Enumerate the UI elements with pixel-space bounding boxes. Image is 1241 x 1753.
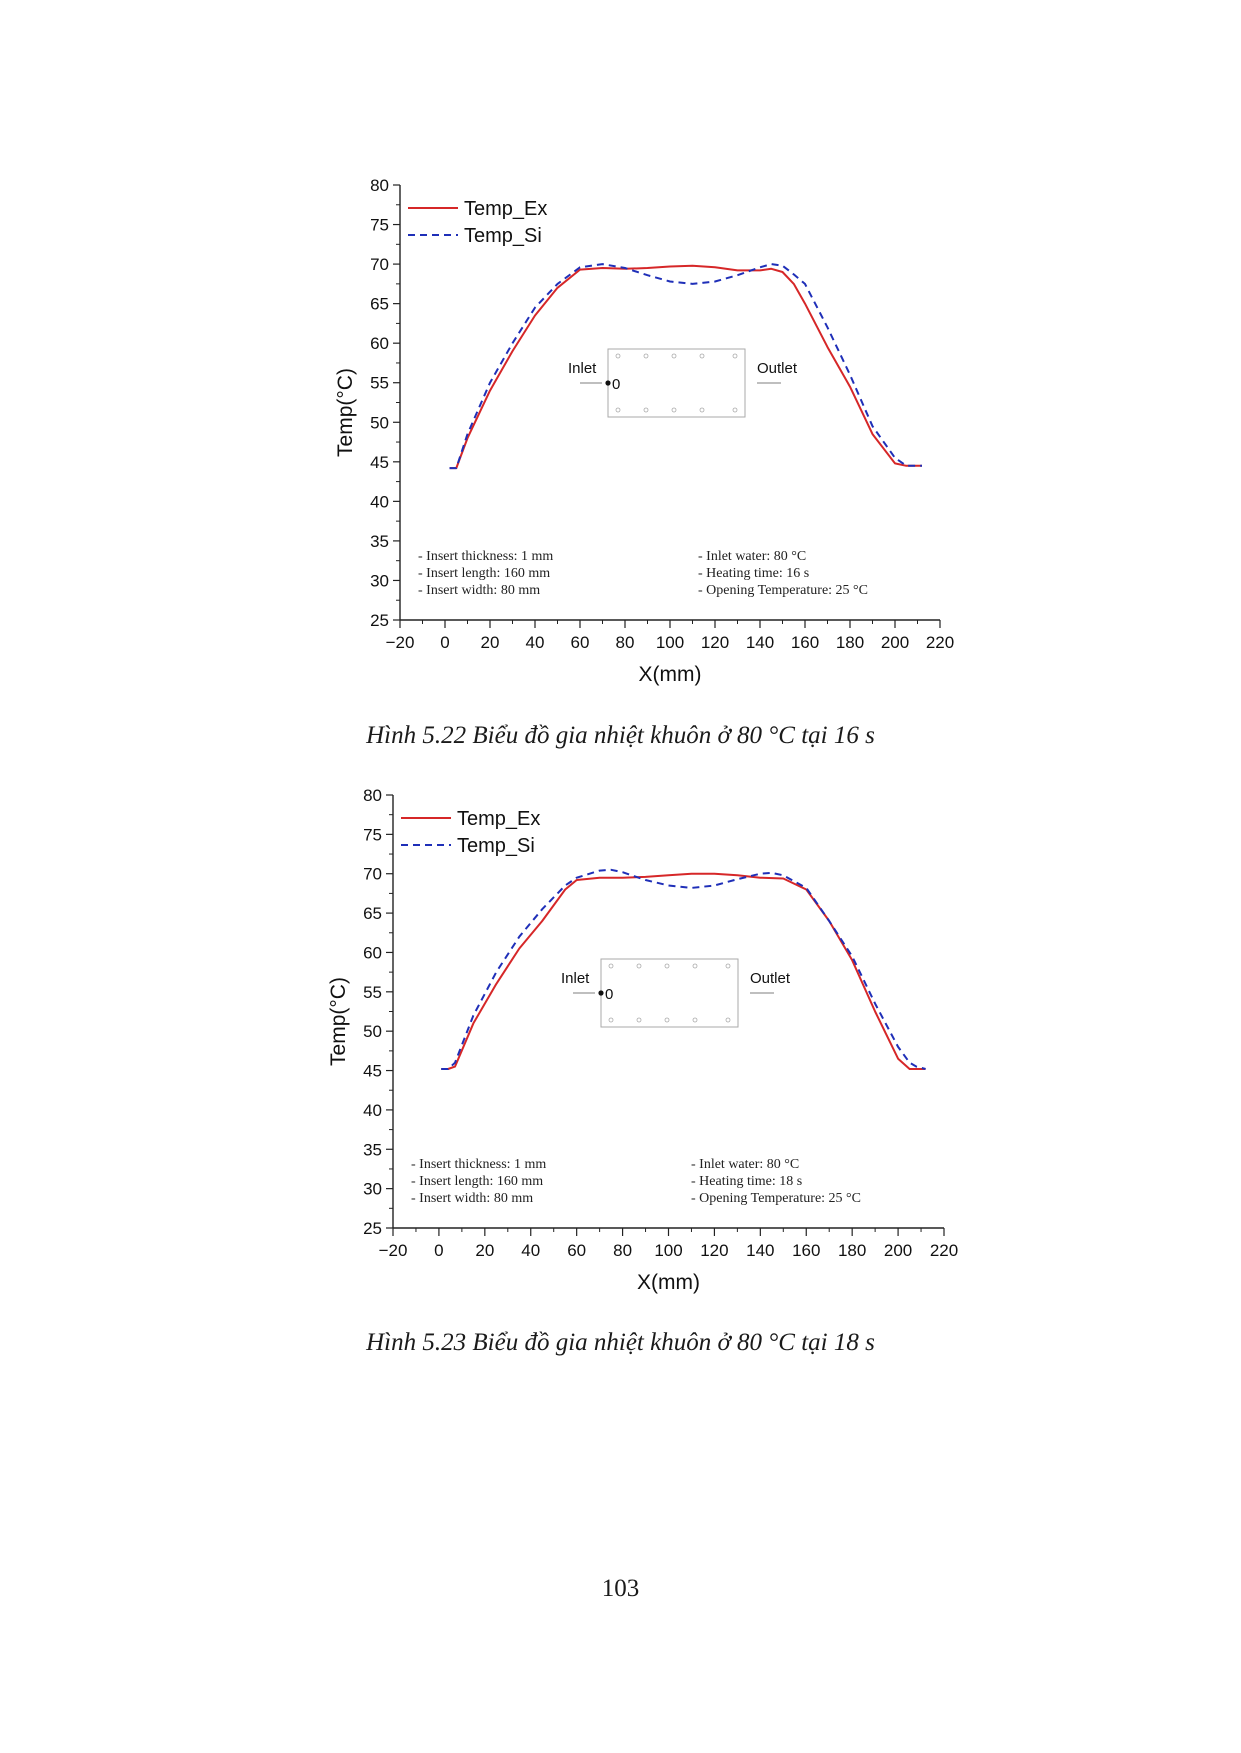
inset-inlet-label: Inlet (561, 970, 590, 987)
y-tick-label: 80 (363, 786, 382, 805)
note-right: - Opening Temperature: 25 °C (698, 583, 868, 598)
y-tick-label: 30 (363, 1179, 382, 1199)
x-tick-label: 60 (570, 633, 590, 652)
inset-origin-label: 0 (605, 986, 614, 1003)
x-tick-label: −20 (378, 1241, 408, 1260)
inset-origin-label: 0 (612, 376, 621, 393)
x-tick-label: 160 (792, 1241, 821, 1260)
y-tick-label: 80 (370, 176, 389, 195)
y-axis-label: Temp(°C) (327, 977, 350, 1066)
y-tick-label: 25 (370, 611, 389, 630)
x-tick-label: 80 (613, 1241, 633, 1260)
y-tick-label: 45 (370, 452, 389, 472)
y-tick-label: 75 (370, 215, 389, 235)
y-tick-label: 55 (363, 982, 382, 1002)
x-tick-label: 160 (790, 633, 820, 652)
x-axis-label: X(mm) (638, 663, 702, 686)
note-right: - Inlet water: 80 °C (698, 549, 807, 564)
inset-outlet-label: Outlet (757, 360, 798, 377)
x-tick-label: 40 (521, 1241, 541, 1260)
x-tick-label: 120 (700, 633, 730, 652)
legend-label: Temp_Si (457, 835, 535, 857)
x-tick-label: 180 (837, 1241, 867, 1260)
chart-5-23 (0, 785, 1241, 1305)
x-tick-label: 180 (835, 633, 865, 652)
note-right: - Inlet water: 80 °C (691, 1157, 800, 1172)
x-tick-label: 140 (746, 1241, 775, 1260)
legend-label: Temp_Ex (464, 198, 548, 220)
y-tick-label: 50 (370, 413, 389, 433)
inset-mold-rect (601, 959, 738, 1027)
y-tick-label: 60 (363, 943, 382, 963)
y-tick-label: 30 (370, 571, 389, 591)
x-tick-label: 20 (480, 633, 500, 652)
y-tick-label: 55 (370, 373, 389, 393)
x-tick-label: −20 (385, 633, 415, 652)
figure-caption-5-23: Hình 5.23 Biểu đồ gia nhiệt khuôn ở 80 °C tại 18 s (366, 1329, 875, 1356)
note-right: - Opening Temperature: 25 °C (691, 1191, 861, 1206)
note-right: - Heating time: 18 s (691, 1174, 803, 1189)
inset-inlet-label: Inlet (568, 360, 597, 377)
y-tick-label: 65 (370, 294, 389, 314)
note-left: - Insert length: 160 mm (418, 566, 551, 581)
x-tick-label: 80 (615, 633, 635, 652)
note-left: - Insert width: 80 mm (411, 1191, 534, 1206)
note-left: - Insert width: 80 mm (418, 583, 541, 598)
x-tick-label: 200 (880, 633, 910, 652)
y-tick-label: 25 (363, 1219, 382, 1238)
x-tick-label: 120 (700, 1241, 729, 1260)
x-tick-label: 0 (440, 633, 450, 652)
y-tick-label: 75 (363, 825, 382, 845)
y-tick-label: 45 (363, 1061, 382, 1081)
legend-label: Temp_Ex (457, 808, 541, 830)
y-axis-label: Temp(°C) (334, 368, 357, 457)
note-left: - Insert thickness: 1 mm (418, 549, 554, 564)
y-tick-label: 70 (370, 255, 389, 275)
y-tick-label: 40 (363, 1100, 382, 1120)
inset-outlet-label: Outlet (750, 970, 791, 987)
x-tick-label: 220 (925, 633, 955, 652)
x-tick-label: 100 (655, 633, 685, 652)
x-tick-label: 40 (525, 633, 545, 652)
y-tick-label: 35 (363, 1140, 382, 1160)
inset-origin-dot (598, 990, 603, 995)
legend-label: Temp_Si (464, 225, 542, 247)
x-tick-label: 20 (475, 1241, 495, 1260)
note-right: - Heating time: 16 s (698, 566, 810, 581)
y-tick-label: 35 (370, 531, 389, 551)
x-tick-label: 0 (434, 1241, 444, 1260)
inset-origin-dot (605, 380, 610, 385)
x-tick-label: 140 (745, 633, 775, 652)
page-number: 103 (601, 1575, 640, 1602)
x-tick-label: 60 (567, 1241, 587, 1260)
y-tick-label: 60 (370, 334, 389, 354)
x-tick-label: 220 (929, 1241, 959, 1260)
note-left: - Insert length: 160 mm (411, 1174, 544, 1189)
y-tick-label: 50 (363, 1022, 382, 1042)
inset-mold-rect (608, 349, 745, 417)
x-tick-label: 200 (883, 1241, 913, 1260)
figure-caption-5-22: Hình 5.22 Biểu đồ gia nhiệt khuôn ở 80 °C tại 16 s (366, 722, 875, 749)
note-left: - Insert thickness: 1 mm (411, 1157, 547, 1172)
y-tick-label: 70 (363, 864, 382, 884)
x-tick-label: 100 (654, 1241, 683, 1260)
x-axis-label: X(mm) (637, 1271, 700, 1294)
y-tick-label: 40 (370, 492, 389, 512)
chart-5-22 (0, 175, 1241, 700)
y-tick-label: 65 (363, 904, 382, 924)
